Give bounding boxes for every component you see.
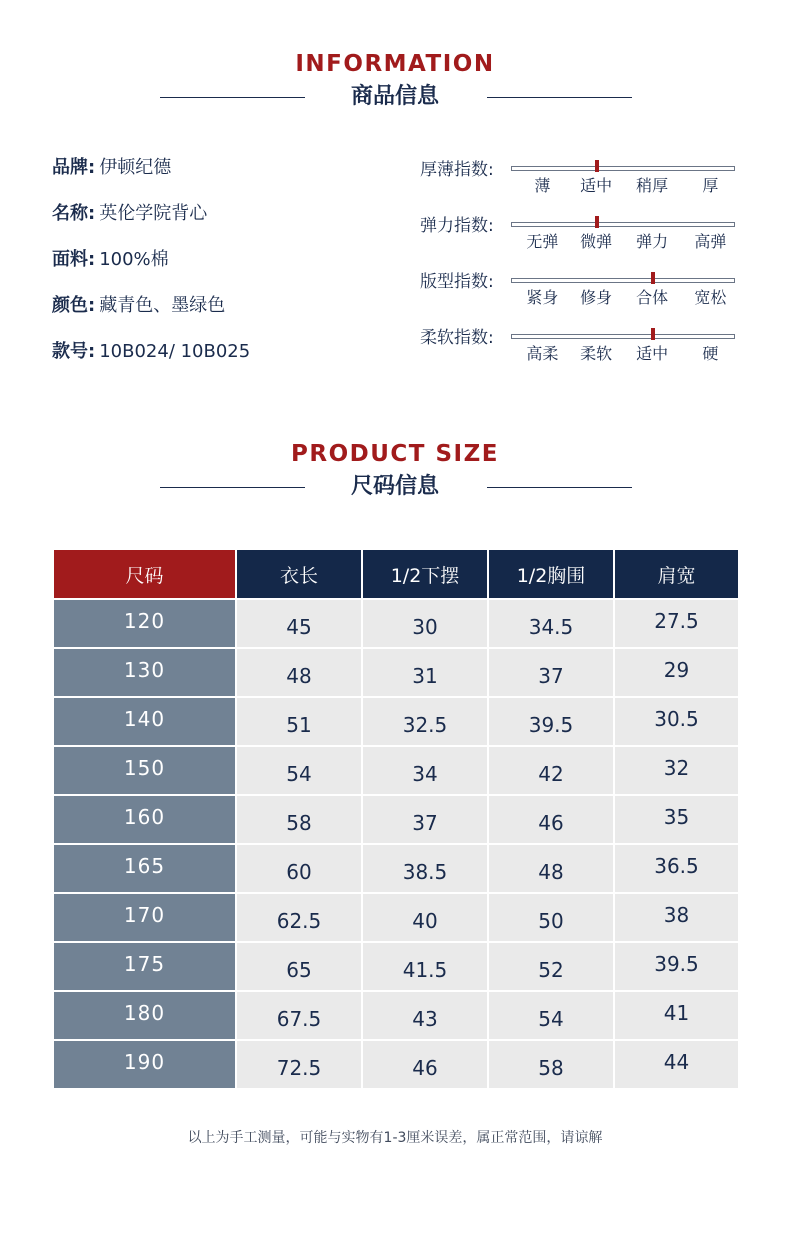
index-track	[511, 334, 735, 339]
index-scale-softness	[420, 326, 750, 382]
heading-divider-right	[487, 487, 632, 488]
info-value: 10B024/ 10B025	[99, 341, 251, 362]
table-row	[53, 795, 739, 844]
cell-value: 31	[412, 663, 438, 688]
table-row	[53, 599, 739, 648]
measurement-cell	[236, 991, 362, 1040]
index-track	[511, 278, 735, 283]
cell-value: 42	[538, 761, 564, 786]
cell-value: 37	[412, 810, 438, 835]
measurement-cell	[236, 648, 362, 697]
measurement-cell	[236, 746, 362, 795]
index-scale-elasticity	[420, 214, 750, 270]
measurement-cell	[488, 1040, 614, 1089]
size-cell	[53, 1040, 236, 1089]
size-cell	[53, 648, 236, 697]
cell-value: 48	[538, 859, 564, 884]
index-option: 稍厚	[636, 176, 669, 195]
information-heading	[0, 50, 790, 114]
cell-value: 46	[538, 810, 564, 835]
measurement-cell	[614, 599, 739, 648]
index-label: 厚薄指数:	[420, 160, 494, 180]
cell-value: 165	[123, 853, 166, 878]
column-header-shoulder: 肩宽	[614, 549, 739, 599]
measurement-cell	[362, 844, 488, 893]
info-label: 颜色:	[52, 295, 96, 316]
measurement-cell	[488, 991, 614, 1040]
cell-value: 40	[412, 908, 438, 933]
measurement-note: 以上为手工测量，可能与实物有1-3厘米误差，属正常范围，请谅解	[187, 1130, 603, 1146]
cell-value: 60	[286, 859, 312, 884]
cell-value: 27.5	[654, 608, 699, 633]
cell-value: 150	[123, 755, 166, 780]
info-value: 英伦学院背心	[99, 203, 208, 224]
cell-value: 41.5	[402, 957, 448, 982]
index-option: 薄	[534, 176, 551, 195]
measurement-cell	[614, 893, 739, 942]
index-marker	[651, 328, 655, 340]
measurement-cell	[488, 942, 614, 991]
info-label: 名称:	[52, 203, 96, 224]
size-heading	[0, 440, 790, 504]
cell-value: 62.5	[276, 908, 322, 933]
information-heading-cn: 商品信息	[350, 84, 439, 109]
table-row	[53, 746, 739, 795]
info-row-style-number	[52, 340, 250, 386]
size-cell	[53, 697, 236, 746]
measurement-cell	[362, 1040, 488, 1089]
measurement-cell	[488, 697, 614, 746]
table-row	[53, 1040, 739, 1089]
table-header-row	[53, 549, 739, 599]
column-header-chest: 1/2胸围	[488, 549, 614, 599]
cell-value: 37	[538, 663, 564, 688]
measurement-cell	[488, 795, 614, 844]
index-option: 高弹	[694, 232, 727, 251]
measurement-cell	[488, 648, 614, 697]
cell-value: 30.5	[654, 706, 699, 731]
measurement-cell	[236, 795, 362, 844]
measurement-cell	[488, 599, 614, 648]
index-option: 弹力	[636, 232, 669, 251]
cell-value: 46	[412, 1055, 438, 1080]
cell-value: 58	[538, 1055, 564, 1080]
info-row-color	[52, 294, 250, 340]
table-row	[53, 893, 739, 942]
measurement-cell	[236, 942, 362, 991]
cell-value: 180	[123, 1000, 166, 1025]
index-option: 微弹	[580, 232, 613, 251]
index-option: 无弹	[526, 232, 559, 251]
table-row	[53, 648, 739, 697]
cell-value: 41	[663, 1000, 690, 1025]
size-cell	[53, 893, 236, 942]
cell-value: 35	[663, 804, 690, 829]
measurement-cell	[614, 697, 739, 746]
index-option: 宽松	[694, 288, 727, 307]
cell-value: 120	[123, 608, 166, 633]
table-row	[53, 697, 739, 746]
cell-value: 65	[286, 957, 312, 982]
cell-value: 39.5	[654, 951, 699, 976]
index-option: 适中	[636, 344, 669, 363]
cell-value: 48	[286, 663, 312, 688]
cell-value: 67.5	[276, 1006, 322, 1031]
size-cell	[53, 599, 236, 648]
index-option: 适中	[580, 176, 613, 195]
cell-value: 29	[663, 657, 690, 682]
measurement-cell	[488, 844, 614, 893]
info-row-fabric	[52, 248, 250, 294]
size-cell	[53, 991, 236, 1040]
cell-value: 30	[412, 614, 438, 639]
table-row	[53, 991, 739, 1040]
measurement-cell	[362, 648, 488, 697]
cell-value: 44	[663, 1049, 690, 1074]
size-cell	[53, 746, 236, 795]
heading-divider-left	[160, 487, 305, 488]
measurement-cell	[362, 893, 488, 942]
cell-value: 38.5	[402, 859, 448, 884]
info-value: 伊顿纪德	[99, 157, 172, 178]
index-label: 版型指数:	[420, 272, 494, 292]
cell-value: 34.5	[528, 614, 574, 639]
cell-value: 54	[538, 1006, 564, 1031]
cell-value: 52	[538, 957, 564, 982]
measurement-cell	[614, 991, 739, 1040]
measurement-cell	[236, 893, 362, 942]
column-header-size: 尺码	[53, 549, 236, 599]
cell-value: 32	[663, 755, 690, 780]
size-heading-en: PRODUCT SIZE	[291, 441, 499, 467]
index-track	[511, 166, 735, 171]
cell-value: 175	[123, 951, 166, 976]
cell-value: 39.5	[528, 712, 574, 737]
index-scale-thickness	[420, 158, 750, 214]
cell-value: 45	[286, 614, 312, 639]
info-label: 款号:	[52, 341, 96, 362]
measurement-cell	[614, 648, 739, 697]
measurement-cell	[614, 1040, 739, 1089]
cell-value: 50	[538, 908, 564, 933]
measurement-cell	[362, 795, 488, 844]
measurement-cell	[236, 697, 362, 746]
index-option: 修身	[580, 288, 613, 307]
measurement-cell	[362, 599, 488, 648]
cell-value: 190	[123, 1049, 166, 1074]
size-cell	[53, 795, 236, 844]
info-label: 品牌:	[52, 157, 96, 178]
index-scales	[420, 158, 750, 382]
measurement-cell	[488, 893, 614, 942]
size-table-body	[53, 599, 739, 1089]
measurement-cell	[614, 746, 739, 795]
index-option: 硬	[702, 344, 719, 363]
column-header-length: 衣长	[236, 549, 362, 599]
cell-value: 160	[123, 804, 166, 829]
cell-value: 36.5	[654, 853, 699, 878]
measurement-cell	[488, 746, 614, 795]
size-cell	[53, 942, 236, 991]
measurement-cell	[236, 599, 362, 648]
measurement-cell	[362, 942, 488, 991]
measurement-cell	[362, 746, 488, 795]
cell-value: 34	[412, 761, 438, 786]
cell-value: 38	[663, 902, 690, 927]
index-track	[511, 222, 735, 227]
info-row-name	[52, 202, 250, 248]
index-scale-fit	[420, 270, 750, 326]
column-header-hem: 1/2下摆	[362, 549, 488, 599]
table-row	[53, 844, 739, 893]
info-label: 面料:	[52, 249, 96, 270]
measurement-cell	[362, 991, 488, 1040]
cell-value: 140	[123, 706, 166, 731]
cell-value: 43	[412, 1006, 438, 1031]
index-label: 柔软指数:	[420, 328, 494, 348]
index-marker	[651, 272, 655, 284]
product-info-list	[52, 156, 250, 386]
index-option: 高柔	[526, 344, 559, 363]
cell-value: 72.5	[276, 1055, 322, 1080]
info-row-brand	[52, 156, 250, 202]
index-option: 紧身	[526, 288, 559, 307]
index-label: 弹力指数:	[420, 216, 494, 236]
index-marker	[595, 216, 599, 228]
measurement-cell	[614, 942, 739, 991]
information-heading-en: INFORMATION	[295, 51, 495, 77]
index-option: 合体	[636, 288, 669, 307]
table-row	[53, 942, 739, 991]
measurement-cell	[236, 844, 362, 893]
cell-value: 54	[286, 761, 312, 786]
index-marker	[595, 160, 599, 172]
cell-value: 130	[123, 657, 166, 682]
cell-value: 170	[123, 902, 166, 927]
index-option: 厚	[702, 176, 719, 195]
cell-value: 51	[286, 712, 312, 737]
size-table	[52, 548, 740, 1090]
measurement-cell	[614, 795, 739, 844]
measurement-cell	[236, 1040, 362, 1089]
cell-value: 32.5	[402, 712, 448, 737]
info-value: 藏青色、墨绿色	[99, 295, 226, 316]
info-value: 100%棉	[99, 249, 169, 270]
heading-divider-left	[160, 97, 305, 98]
heading-divider-right	[487, 97, 632, 98]
size-heading-cn: 尺码信息	[350, 474, 439, 499]
index-option: 柔软	[580, 344, 613, 363]
cell-value: 58	[286, 810, 312, 835]
measurement-cell	[614, 844, 739, 893]
measurement-cell	[362, 697, 488, 746]
size-cell	[53, 844, 236, 893]
